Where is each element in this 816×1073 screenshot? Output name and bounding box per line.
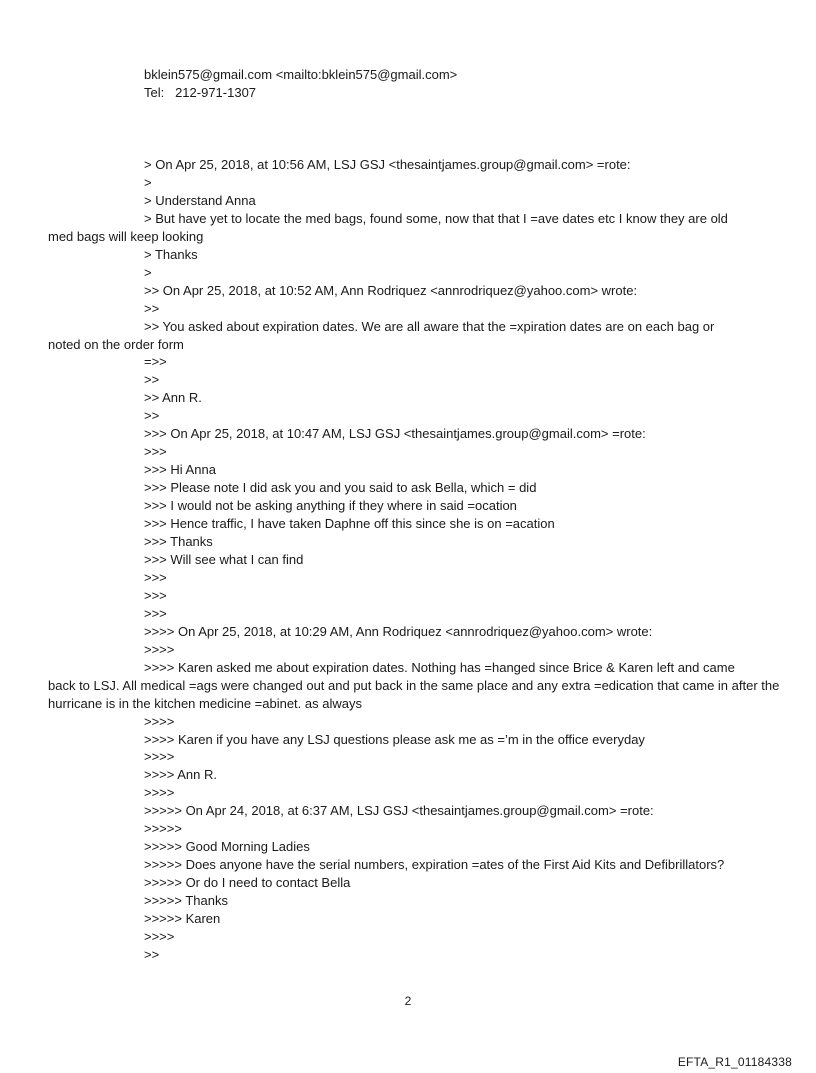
thread-line: =>> (144, 354, 167, 370)
thread-line: >>> (144, 569, 167, 585)
thread-line-continuation: noted on the order form (48, 336, 184, 352)
bates-number: EFTA_R1_01184338 (677, 1055, 792, 1069)
signature-phone: Tel: 212-971-1307 (144, 85, 257, 100)
thread-line: >>>> (144, 928, 175, 944)
thread-line (0, 659, 790, 713)
thread-line: >>> On Apr 25, 2018, at 10:47 AM, LSJ GSJ <thesaintjames.group@gmail.com> =rote: (144, 426, 646, 442)
thread-line: >>>> On Apr 25, 2018, at 10:29 AM, Ann Rodriquez <annrodriquez@yahoo.com> wrote: (144, 623, 653, 639)
quoted-email-thread (0, 156, 790, 964)
thread-line: >> On Apr 25, 2018, at 10:52 AM, Ann Rodriquez <annrodriquez@yahoo.com> wrote: (144, 282, 638, 298)
thread-line: >>> Will see what I can find (144, 551, 304, 567)
signature-block (144, 66, 457, 102)
thread-line: >>>>> On Apr 24, 2018, at 6:37 AM, LSJ GSJ <thesaintjames.group@gmail.com> =rote: (144, 803, 654, 819)
thread-line: >>>>> Good Morning Ladies (144, 839, 310, 855)
thread-line: >>>>> (144, 821, 182, 837)
thread-line: >>> (144, 587, 167, 603)
thread-line-first: >>>> Karen asked me about expiration dates. Nothing has =hanged since Brice & Karen left and came (144, 659, 735, 675)
page-number: 2 (404, 994, 412, 1008)
thread-line (0, 318, 790, 354)
thread-line: >>>> Ann R. (144, 767, 218, 783)
thread-line: > (144, 174, 152, 190)
thread-line: >>>> (144, 641, 175, 657)
thread-line: >>> (144, 444, 167, 460)
thread-line: >>> Hence traffic, I have taken Daphne off this since she is on =acation (144, 516, 555, 532)
thread-line: >>>> (144, 713, 175, 729)
thread-line: >>>>> Does anyone have the serial numbers, expiration =ates of the First Aid Kits and Defibrillators? (144, 857, 725, 873)
thread-line: > (144, 264, 152, 280)
thread-line: >> (144, 300, 160, 316)
thread-line: >>> I would not be asking anything if they where in said =ocation (144, 498, 517, 514)
thread-line: >> (144, 408, 160, 424)
thread-line: >>>> Karen if you have any LSJ questions please ask me as =’m in the office everyday (144, 731, 645, 747)
thread-line-continuation: back to LSJ. All medical =ags were changed out and put back in the same place and any extra =edication that came in after the hurricane is in the kitchen medicine =abinet. as always (48, 677, 780, 711)
thread-line: > Understand Anna (144, 192, 256, 208)
thread-line: >>> Thanks (144, 534, 213, 550)
thread-line: >>>> (144, 749, 175, 765)
thread-line: > Thanks (144, 246, 198, 262)
thread-line: >>>> (144, 785, 175, 801)
thread-line: >>> Hi Anna (144, 462, 216, 478)
thread-line: >>>>> Or do I need to contact Bella (144, 875, 351, 891)
thread-line-continuation: med bags will keep looking (48, 228, 204, 244)
thread-line: >> (144, 372, 160, 388)
thread-line (0, 210, 790, 246)
thread-line: >> (144, 946, 160, 962)
thread-line: > On Apr 25, 2018, at 10:56 AM, LSJ GSJ <thesaintjames.group@gmail.com> =rote: (144, 157, 631, 172)
thread-line: >>>>> Thanks (144, 893, 228, 909)
thread-line: >>> Please note I did ask you and you said to ask Bella, which = did (144, 480, 537, 496)
thread-line-first: >> You asked about expiration dates. We are all aware that the =xpiration dates are on each bag or (144, 318, 715, 334)
thread-line: >>> (144, 605, 167, 621)
thread-line: >>>>> Karen (144, 911, 221, 927)
thread-line-first: > But have yet to locate the med bags, found some, now that that I =ave dates etc I know they are old (144, 210, 728, 226)
thread-line: >> Ann R. (144, 390, 202, 406)
signature-email: bklein575@gmail.com <mailto:bklein575@gmail.com> (144, 67, 458, 82)
